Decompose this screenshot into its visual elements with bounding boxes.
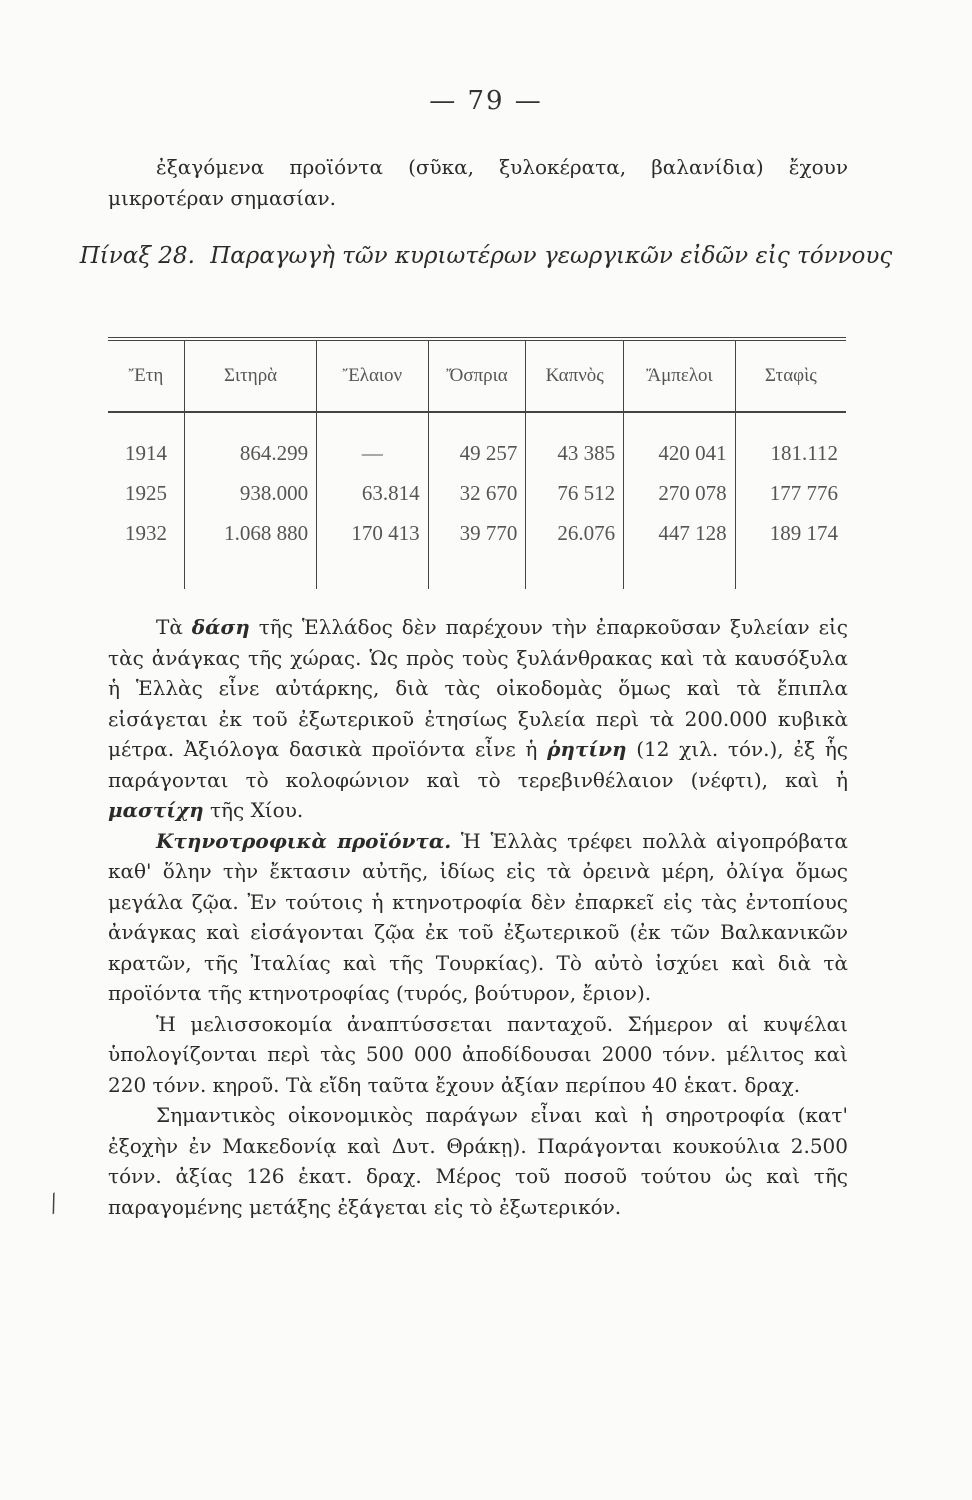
table-cell: 63.814 — [317, 473, 429, 513]
table-header: Ἄμπελοι — [624, 339, 736, 412]
table-cell: 1932 — [125, 520, 167, 545]
term-mastic: μαστίχη — [108, 798, 204, 822]
paragraph-sericulture: Σημαντικὸς οἰκονομικὸς παράγων εἶναι καὶ ἡ σηροτροφία (κατ' ἐξοχὴν ἐν Μακεδονίᾳ καὶ Δυτ. Θράκῃ). Παράγονται κουκούλια 2.500 τόνν. ἀξίας 126 ἑκατ. δραχ. Μέρος τοῦ ποσοῦ τούτου ὡς καὶ τῆς παραγομένης μετάξης ἐξάγεται εἰς τὸ ἐξωτερικόν. — [108, 1103, 848, 1219]
table-header: Καπνὸς — [526, 339, 624, 412]
table-cell: 1.068 880 — [185, 513, 317, 553]
table-row — [108, 412, 846, 473]
paragraph-livestock: Κτηνοτροφικὰ προϊόντα. Ἡ Ἑλλὰς τρέφει πολλὰ αἰγοπρόβατα καθ' ὅλην τὴν ἔκτασιν αὐτῆς, ἰδίως εἰς τὰ ὀρεινὰ μέρη, ὀλίγα ὅμως μεγάλα ζῷα. Ἐν τούτοις ἡ κτηνοτροφία δὲν ἐπαρκεῖ εἰς τὰς ἐντοπίους ἀνάγκας καὶ εἰσάγονται ζῷα ἐκ τοῦ ἐξωτερικοῦ (ἐκ τῶν Βαλκανικῶν κρατῶν, τῆς Ἰταλίας καὶ τῆς Τουρκίας). Τὸ αὐτὸ ἰσχύει καὶ διὰ τὰ προϊόντα τῆς κτηνοτροφίας (τυρός, βούτυρον, ἔριον). — [108, 828, 849, 1005]
table-cell: 181.112 — [735, 412, 846, 473]
table-cell: 189 174 — [735, 513, 846, 553]
term-resin: ῥητίνη — [547, 737, 627, 761]
term-forests: δάση — [191, 615, 250, 639]
table-header: Ἔτη — [128, 365, 164, 386]
intro-paragraph — [108, 152, 848, 213]
table-caption-title: Παραγωγὴ τῶν κυριωτέρων γεωργικῶν εἰδῶν εἰς τόννους — [210, 243, 893, 269]
table-cell: 1925 — [125, 480, 167, 505]
table-cell: 26.076 — [526, 513, 624, 553]
table-cell: 177 776 — [735, 473, 846, 513]
table-cell: 39 770 — [428, 513, 526, 553]
table-cell: 49 257 — [428, 412, 526, 473]
table-cell: 938.000 — [185, 473, 317, 513]
paragraph-beekeeping: Ἡ μελισσοκομία ἀναπτύσσεται πανταχοῦ. Σήμερον αἱ κυψέλαι ὑπολογίζονται περὶ τὰς 500 000 ἀποδίδουσαι 2000 τόνν. μέλιτος καὶ 220 τόνν. κηροῦ. Τὰ εἴδη ταῦτα ἔχουν ἀξίαν περίπου 40 ἑκατ. δραχ. — [108, 1011, 848, 1097]
table-header-row — [108, 339, 846, 412]
livestock-heading: Κτηνοτροφικὰ προϊόντα. — [156, 828, 452, 853]
table-header: Ὄσπρια — [428, 339, 526, 412]
production-table — [108, 337, 846, 589]
table-cell: 270 078 — [624, 473, 736, 513]
body-text — [108, 612, 848, 1222]
table-caption-label: Πίναξ 28. — [79, 243, 195, 269]
table-header: Ἔλαιον — [317, 339, 429, 412]
table-cell: 1914 — [125, 440, 167, 465]
table-cell: 76 512 — [526, 473, 624, 513]
intro-text: ἐξαγόμενα προϊόντα (σῦκα, ξυλοκέρατα, βαλανίδια) ἔχουν μικροτέραν σημασίαν. — [108, 155, 848, 210]
page-number: — 79 — — [429, 86, 543, 116]
table-header: Σιτηρὰ — [185, 339, 317, 412]
table-caption — [0, 238, 972, 274]
table-cell: 420 041 — [624, 412, 736, 473]
table-cell: 43 385 — [526, 412, 624, 473]
margin-pencil-mark: ⁄ — [45, 1190, 63, 1218]
table-cell: 170 413 — [317, 513, 429, 553]
table-header: Σταφὶς — [735, 339, 846, 412]
table-spacer-row — [108, 553, 846, 589]
paragraph-forests: Τὰ δάση τῆς Ἑλλάδος δὲν παρέχουν τὴν ἐπαρκοῦσαν ξυλείαν εἰς τὰς ἀνάγκας τῆς χώρας. Ὡς πρὸς τοὺς ξυλάνθρακας καὶ τὰ καυσόξυλα ἡ Ἑλλὰς εἶνε αὐτάρκης, διὰ τὰς οἰκοδομὰς ὅμως καὶ τὰ ἔπιπλα εἰσάγεται ἐκ τοῦ ἐξωτερικοῦ ἐτησίως ξυλεία περὶ τὰ 200.000 κυβικὰ μέτρα. Ἀξιόλογα δασικὰ προϊόντα εἶνε ἡ ῥητίνη (12 χιλ. τόν.), ἐξ ἧς παράγονται τὸ κολοφώνιον καὶ τὸ τερεβινθέλαιον (νέφτι), καὶ ἡ μαστίχη τῆς Χίου. — [108, 615, 849, 822]
table-cell: 447 128 — [624, 513, 736, 553]
table-row — [108, 473, 846, 513]
table-row — [108, 513, 846, 553]
table-cell: — — [317, 412, 429, 473]
table-cell: 32 670 — [428, 473, 526, 513]
table-cell: 864.299 — [185, 412, 317, 473]
